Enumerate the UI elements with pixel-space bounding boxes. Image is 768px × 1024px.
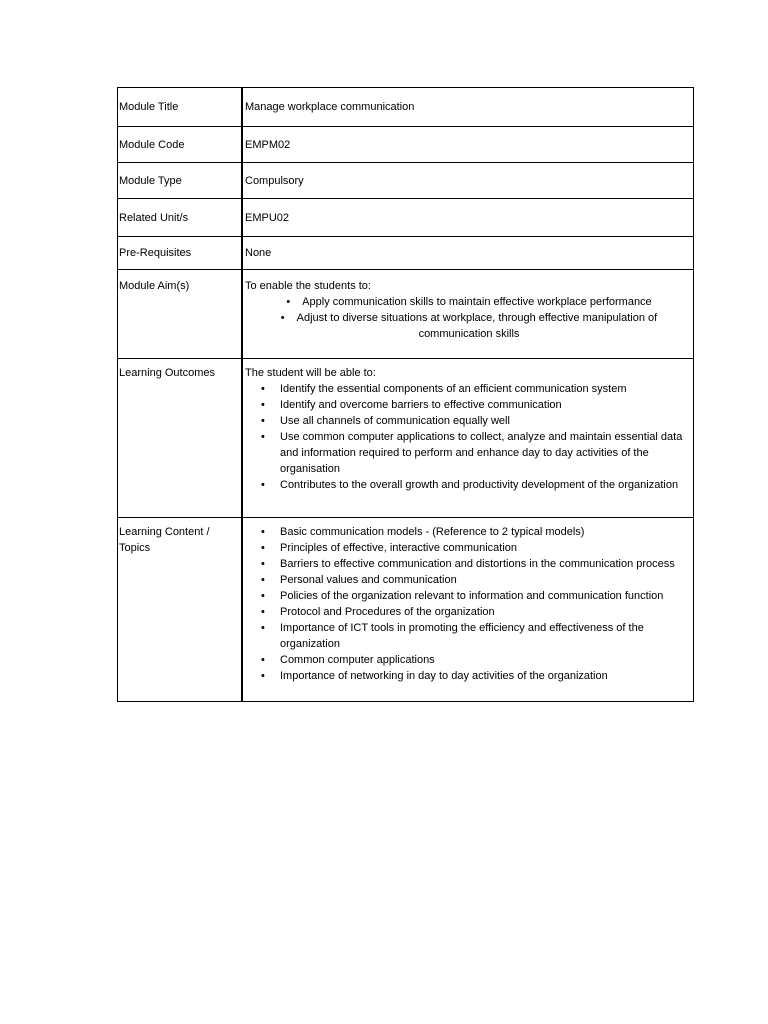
related-units-label: Related Unit/s bbox=[118, 199, 243, 237]
list-item: • Contributes to the overall growth and productivity development of the organization bbox=[245, 477, 693, 493]
list-item: • Common computer applications bbox=[245, 652, 693, 668]
list-item: • Adjust to diverse situations at workplace, through effective manipulation of communication skills bbox=[245, 310, 693, 342]
module-aims-label: Module Aim(s) bbox=[118, 270, 243, 359]
module-code-label: Module Code bbox=[118, 127, 243, 163]
list-item: • Identify and overcome barriers to effective communication bbox=[245, 397, 693, 413]
list-item: • Personal values and communication bbox=[245, 572, 693, 588]
learning-outcomes-value bbox=[242, 359, 694, 518]
related-units-value: EMPU02 bbox=[242, 199, 694, 237]
row-related-units bbox=[118, 199, 694, 237]
module-aims-list bbox=[245, 294, 693, 342]
row-prerequisites bbox=[118, 237, 694, 270]
module-aims-intro: To enable the students to: bbox=[245, 280, 371, 292]
row-learning-outcomes bbox=[118, 359, 694, 518]
list-item: • Apply communication skills to maintain effective workplace performance bbox=[245, 294, 693, 310]
row-module-code bbox=[118, 127, 694, 163]
list-item: • Barriers to effective communication and distortions in the communication process bbox=[245, 556, 693, 572]
list-item: • Use common computer applications to collect, analyze and maintain essential data and information required to perform and enhance day to day activities of the organisation bbox=[245, 429, 693, 477]
list-item: • Protocol and Procedures of the organization bbox=[245, 604, 693, 620]
row-module-type bbox=[118, 163, 694, 199]
list-item: • Policies of the organization relevant to information and communication function bbox=[245, 588, 693, 604]
module-descriptor-table bbox=[117, 87, 694, 702]
row-learning-content bbox=[118, 518, 694, 702]
module-type-label: Module Type bbox=[118, 163, 243, 199]
list-item: • Use all channels of communication equally well bbox=[245, 413, 693, 429]
module-title-label: Module Title bbox=[118, 88, 243, 127]
row-module-title bbox=[118, 88, 694, 127]
list-item: • Identify the essential components of an efficient communication system bbox=[245, 381, 693, 397]
row-module-aims bbox=[118, 270, 694, 359]
list-item: • Principles of effective, interactive communication bbox=[245, 540, 693, 556]
learning-content-value bbox=[242, 518, 694, 702]
learning-outcomes-list bbox=[245, 381, 693, 493]
prerequisites-label: Pre-Requisites bbox=[118, 237, 243, 270]
module-type-value: Compulsory bbox=[242, 163, 694, 199]
learning-outcomes-label: Learning Outcomes bbox=[118, 359, 243, 518]
learning-content-label: Learning Content / Topics bbox=[118, 518, 243, 702]
list-item: • Importance of networking in day to day activities of the organization bbox=[245, 668, 693, 684]
module-code-value: EMPM02 bbox=[242, 127, 694, 163]
list-item: • Basic communication models - (Reference to 2 typical models) bbox=[245, 524, 693, 540]
module-title-value: Manage workplace communication bbox=[242, 88, 694, 127]
list-item: • Importance of ICT tools in promoting the efficiency and effectiveness of the organization bbox=[245, 620, 693, 652]
module-aims-value bbox=[242, 270, 694, 359]
learning-outcomes-intro: The student will be able to: bbox=[245, 367, 376, 379]
learning-content-list bbox=[245, 524, 693, 684]
prerequisites-value: None bbox=[242, 237, 694, 270]
